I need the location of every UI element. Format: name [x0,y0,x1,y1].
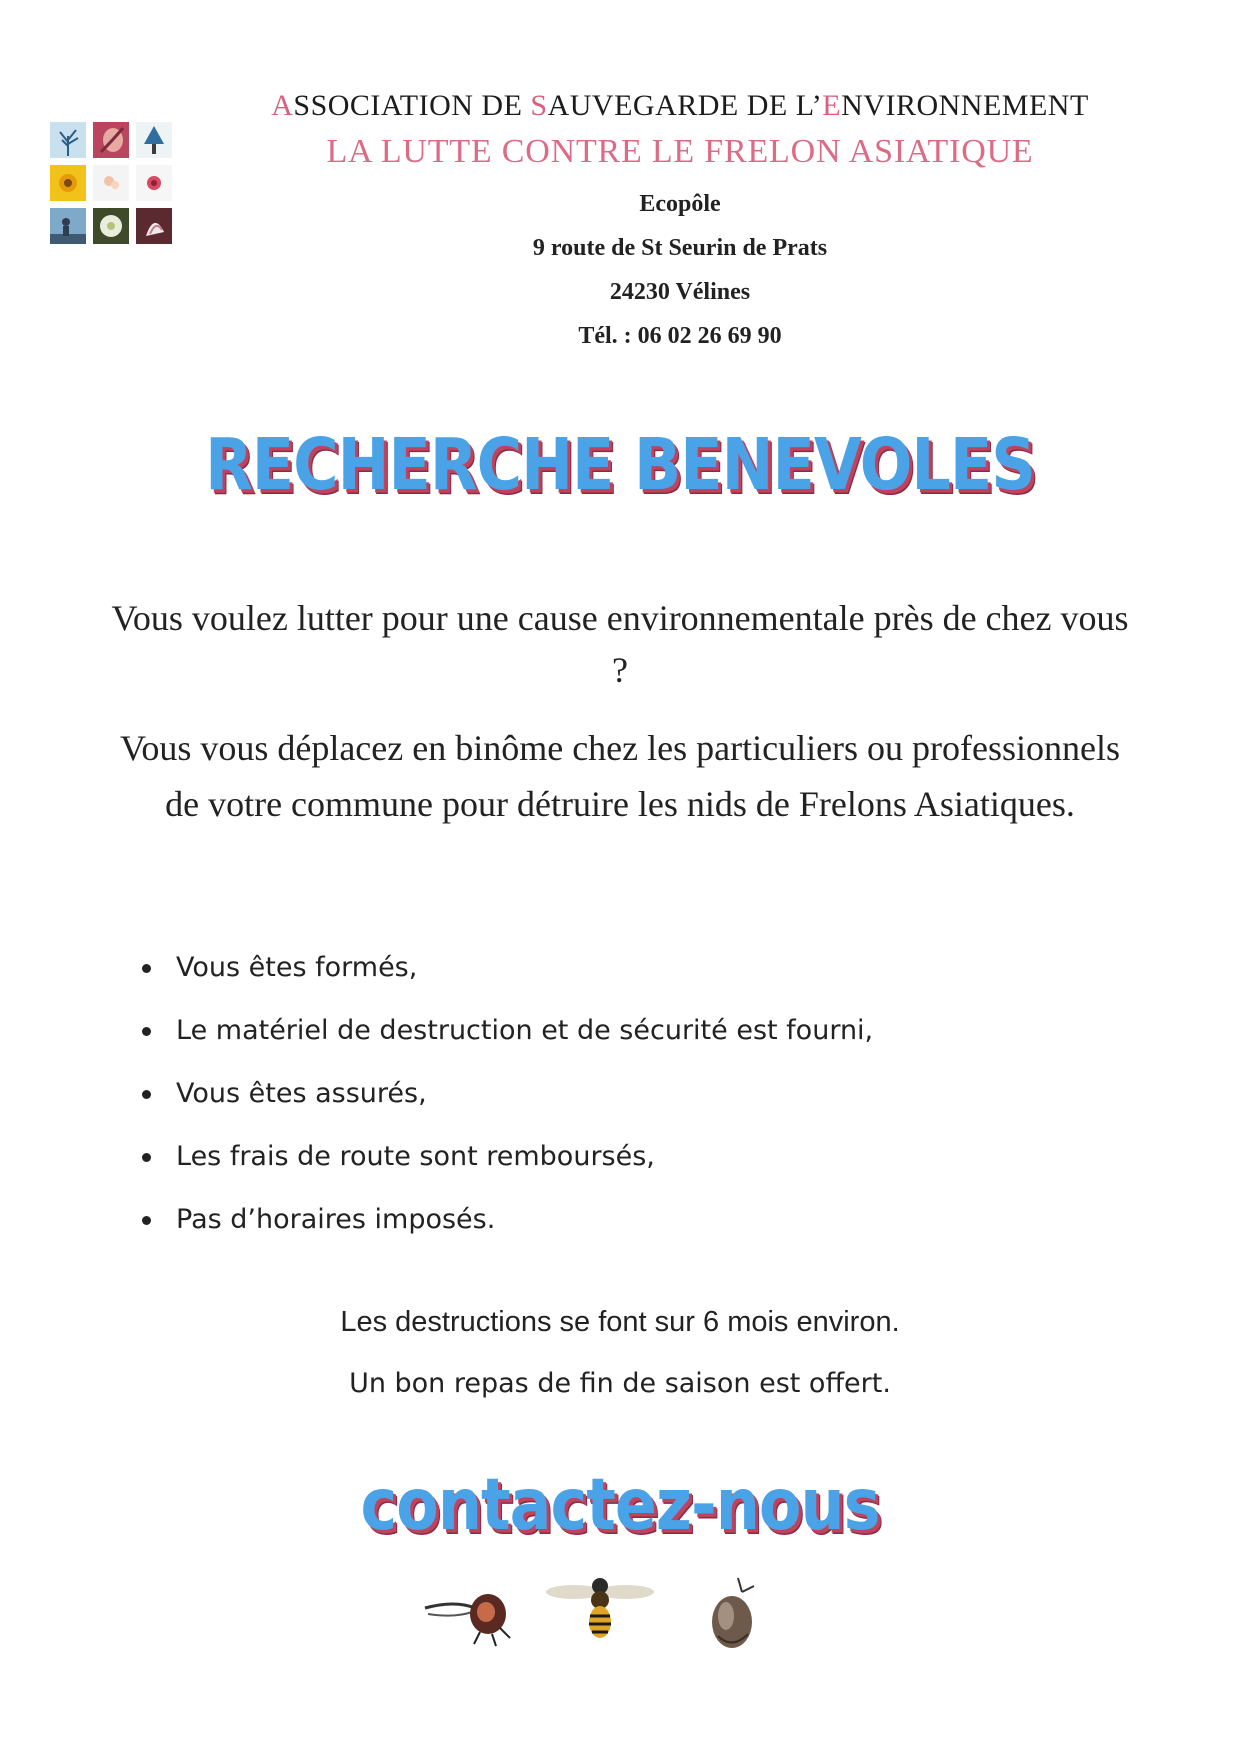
tree-icon [50,122,86,158]
association-initial: S [530,89,548,122]
list-item: Pas d’horaires imposés. [140,1200,1040,1263]
bloom-icon [136,208,172,244]
association-word: SSOCIATION DE [293,89,531,122]
association-word: AUVEGARDE DE L’ [547,89,823,122]
hand-icon [93,122,129,158]
list-item: Le matériel de destruction et de sécurité est fourni, [140,1011,1040,1074]
leaf-icon [93,208,129,244]
list-item: Vous êtes assurés, [140,1074,1040,1137]
person-icon [50,208,86,244]
association-subtitle: LA LUTTE CONTRE LE FRELON ASIATIQUE [326,133,1034,170]
address-city: 24230 Vélines [609,279,751,305]
intro-description: Vous vous déplacez en binôme chez les particuliers ou professionnels de votre commune pour détruire les nids de Frelons Asiatiques. [119,728,1121,824]
hornet-icon [420,1578,530,1648]
list-item: Les frais de route sont remboursés, [140,1137,1040,1200]
nest-icon [698,1576,768,1656]
association-initial: A [271,89,294,122]
association-initial: E [822,89,842,122]
tree-icon [136,122,172,158]
insect-illustrations [420,1568,800,1658]
sunflower-icon [50,165,86,201]
note-duration: Les destructions se font sur 6 mois environ. [340,1306,900,1338]
address-street: 9 route de St Seurin de Prats [532,235,828,261]
benefits-list [140,948,1040,1263]
address-place: Ecopôle [639,191,721,217]
flower-icon [93,165,129,201]
note-meal: Un bon repas de fin de saison est offert. [349,1368,891,1399]
address-phone: Tél. : 06 02 26 69 90 [578,323,782,349]
association-header [220,88,1140,358]
association-logo [50,122,172,244]
main-title: RECHERCHE BENEVOLES [205,422,1035,507]
association-word: NVIRONNEMENT [841,89,1089,122]
wasp-icon [540,1568,660,1648]
blossom-icon [136,165,172,201]
intro-question: Vous voulez lutter pour une cause environnementale près de chez vous ? [111,598,1129,690]
list-item: Vous êtes formés, [140,948,1040,1011]
contact-title: contactez-nous [360,1462,880,1547]
association-name [220,88,1140,124]
